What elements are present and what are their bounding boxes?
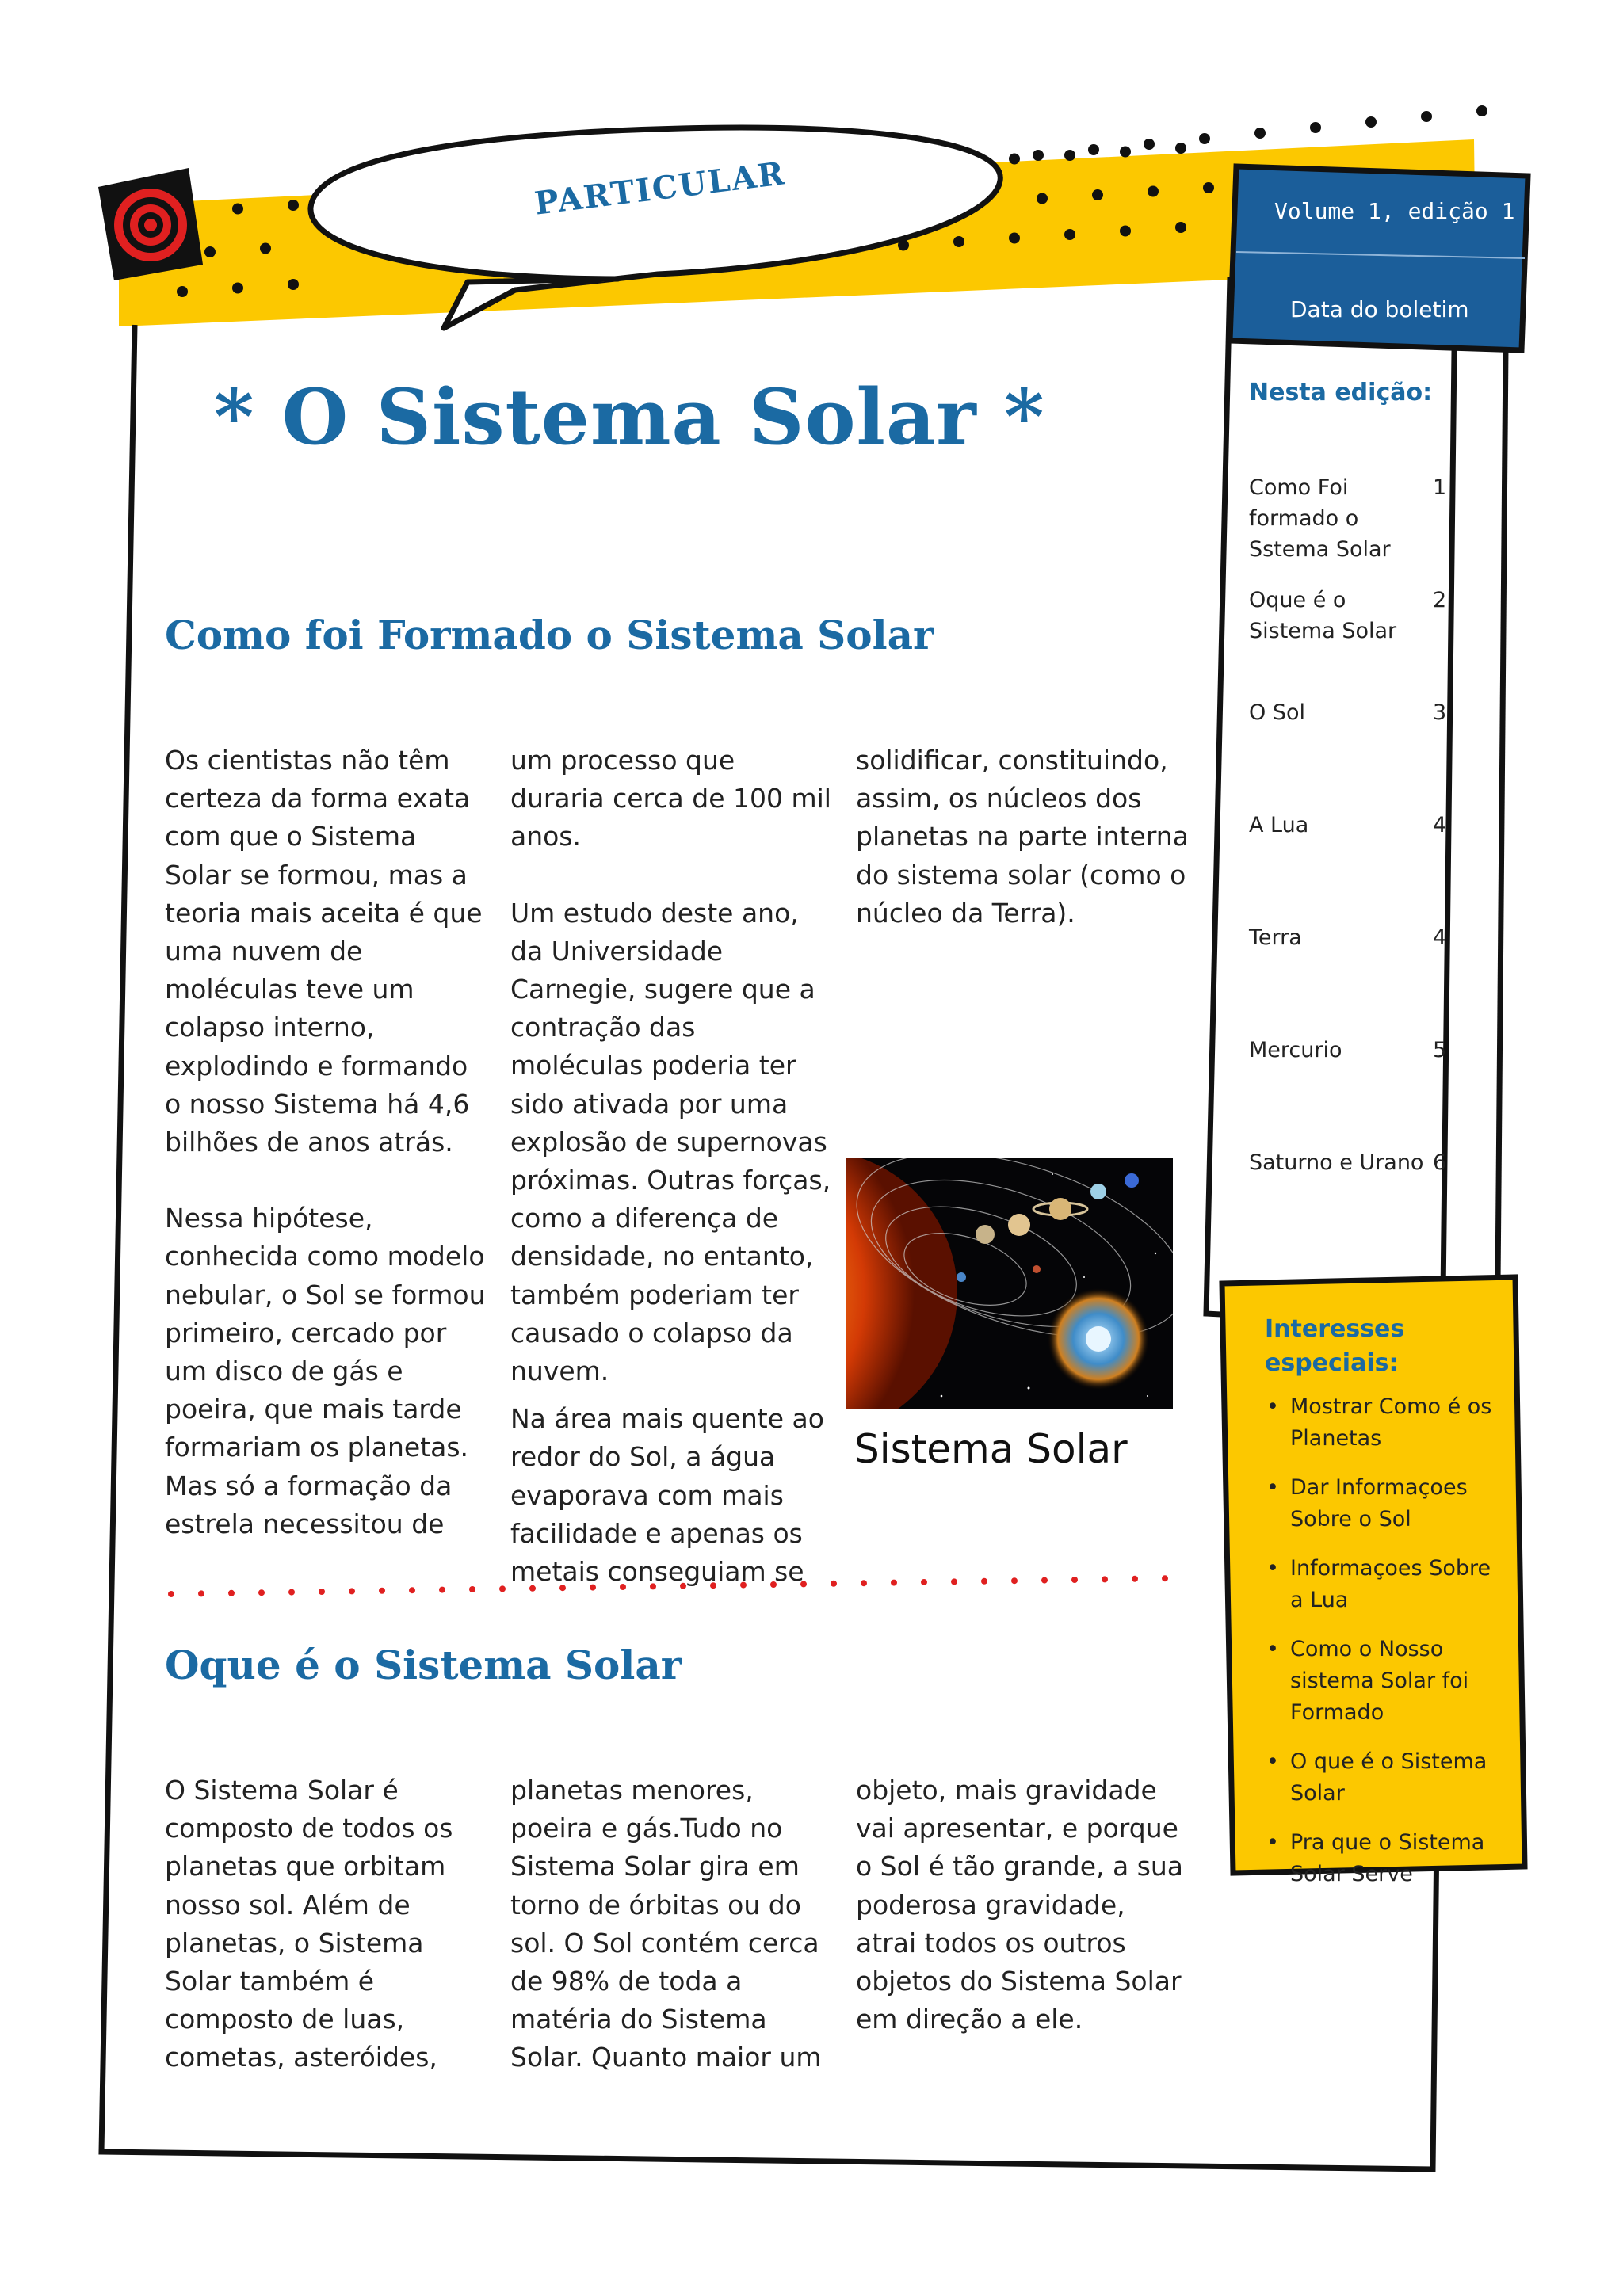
dot — [1088, 144, 1099, 155]
paragraph: Um estudo deste ano, da Universidade Carnegie, sugere que a contração das moléculas poderia ter sido ativada por uma explosão de supernovas próximas. Outras forças, como a diferença de densidade, no entanto, também poderiam ter causado o colapso da nuvem. — [510, 897, 831, 1387]
dot — [1102, 1576, 1108, 1582]
dot — [1421, 111, 1432, 122]
toc-page: 4 — [1433, 925, 1447, 950]
sidebar-frame — [1206, 277, 1236, 1315]
dot — [1148, 186, 1159, 197]
article2-col1 — [165, 1772, 490, 2115]
dot — [921, 1579, 927, 1585]
toc-page: 3 — [1433, 700, 1447, 725]
dot — [1120, 226, 1131, 237]
article1-col3 — [856, 742, 1189, 971]
dot — [1009, 233, 1020, 244]
dot — [379, 1588, 385, 1594]
article2-col2 — [510, 1772, 835, 2115]
toc-item[interactable]: Oque é o Sistema Solar — [1249, 588, 1397, 643]
dot — [891, 1580, 897, 1586]
dot — [232, 283, 243, 294]
dot — [1144, 139, 1155, 150]
dot — [1175, 222, 1186, 233]
image-caption: Sistema Solar — [854, 1426, 1128, 1472]
dot — [1132, 1576, 1138, 1582]
toc-page: 1 — [1433, 475, 1447, 500]
special-item: • Como o Nosso sistema Solar foi Formado — [1265, 1634, 1503, 1729]
toc-item[interactable]: Terra — [1249, 925, 1302, 950]
dot — [951, 1578, 957, 1585]
dot — [232, 204, 243, 215]
dot — [499, 1585, 506, 1592]
dot — [198, 1590, 204, 1596]
article2-col3 — [856, 1772, 1189, 2077]
special-item: • Dar Informaçoes Sobre o Sol — [1265, 1472, 1503, 1535]
dot — [288, 279, 299, 290]
banner-label: PARTICULAR — [533, 154, 788, 223]
dot — [1476, 105, 1487, 116]
paragraph: Na área mais quente ao redor do Sol, a água evaporava com mais facilidade e apenas os metais conseguiam se — [510, 1403, 824, 1588]
dot — [981, 1578, 987, 1585]
dot — [228, 1590, 235, 1596]
toc-item[interactable]: A Lua — [1249, 813, 1309, 837]
date-label: Data do boletim — [1290, 296, 1469, 322]
dot — [953, 236, 964, 247]
toc-page: 6 — [1433, 1150, 1447, 1175]
toc-page: 4 — [1433, 813, 1447, 837]
dot — [409, 1587, 415, 1593]
special-item: • O que é o Sistema Solar — [1265, 1746, 1503, 1810]
dot — [349, 1588, 355, 1594]
page-title: * O Sistema Solar * — [214, 372, 1045, 462]
dot — [1064, 229, 1075, 240]
volume-label: Volume 1, edição 1 — [1274, 198, 1515, 224]
toc-page: 2 — [1433, 588, 1447, 612]
dot — [177, 286, 188, 297]
dot — [1037, 193, 1048, 204]
toc-item[interactable]: Saturno e Urano — [1249, 1150, 1424, 1175]
paragraph: Nessa hipótese, conhecida como modelo nebular, o Sol se formou primeiro, cercado por um disco de gás e poeira, que mais tarde formariam os planetas. Mas só a formação da estrela necessitou de — [165, 1203, 486, 1539]
dot — [288, 1589, 295, 1596]
special-heading: Interesses especiais: — [1265, 1315, 1405, 1377]
special-item: • Pra que o Sistema Solar Serve — [1265, 1827, 1503, 1890]
article2-heading: Oque é o Sistema Solar — [165, 1642, 682, 1688]
dot — [319, 1589, 325, 1595]
toc-item[interactable]: Como Foi formado o Sstema Solar — [1249, 475, 1391, 562]
dot — [1011, 1577, 1018, 1584]
dot — [204, 246, 216, 257]
toc-item[interactable]: Mercurio — [1249, 1038, 1342, 1062]
dot — [861, 1580, 867, 1586]
dot — [1254, 128, 1266, 139]
toc-heading: Nesta edição: — [1249, 379, 1433, 406]
paragraph: solidificar, constituindo, assim, os núcleos dos planetas na parte interna do sistema solar (como o núcleo da Terra). — [856, 745, 1189, 929]
paragraph: objeto, mais gravidade vai apresentar, e porque o Sol é tão grande, a sua poderosa gravidade, atrai todos os outros objetos do Sistema Solar em direção a ele. — [856, 1775, 1184, 2035]
dot — [288, 200, 299, 211]
paragraph: O Sistema Solar é composto de todos os planetas que orbitam nosso sol. Além de planetas, o Sistema Solar também é composto de luas, cometas, asteróides, — [165, 1775, 453, 2073]
volume-box — [1230, 166, 1528, 350]
dot — [1203, 182, 1214, 193]
special-list — [1265, 1391, 1503, 1908]
dot — [168, 1591, 174, 1597]
dot — [258, 1589, 265, 1596]
toc-page: 5 — [1433, 1038, 1447, 1062]
target-icon — [98, 168, 203, 280]
dot — [1175, 143, 1186, 154]
dot — [1009, 154, 1020, 165]
dot — [1162, 1575, 1168, 1581]
dot — [1199, 133, 1210, 144]
article1-col2 — [510, 742, 835, 1629]
dot — [1120, 147, 1131, 158]
dot — [1092, 189, 1103, 200]
dot — [1064, 150, 1075, 161]
dot — [439, 1587, 445, 1593]
special-item: • Mostrar Como é os Planetas — [1265, 1391, 1503, 1455]
paragraph: um processo que duraria cerca de 100 mil anos. — [510, 745, 831, 852]
special-item: • Informaçoes Sobre a Lua — [1265, 1553, 1503, 1616]
toc-item[interactable]: O Sol — [1249, 700, 1305, 725]
article1-heading: Como foi Formado o Sistema Solar — [165, 612, 934, 658]
paragraph: planetas menores, poeira e gás.Tudo no Sistema Solar gira em torno de órbitas ou do sol. O Sol contém cerca de 98% de toda a matéria do Sistema Solar. Quanto maior um — [510, 1775, 822, 2073]
dot — [1033, 150, 1044, 161]
article1-col1 — [165, 742, 490, 1581]
dot — [469, 1586, 475, 1592]
dot — [260, 243, 271, 254]
dot — [1310, 122, 1321, 133]
paragraph: Os cientistas não têm certeza da forma exata com que o Sistema Solar se formou, mas a teoria mais aceita é que uma nuvem de moléculas teve um colapso interno, explodindo e formando o nosso Sistema há 4,6 bilhões de anos atrás. — [165, 745, 483, 1158]
dot — [1041, 1577, 1048, 1584]
solar-system-image — [846, 1158, 1173, 1409]
dot — [1365, 116, 1377, 128]
dot — [1071, 1577, 1078, 1583]
